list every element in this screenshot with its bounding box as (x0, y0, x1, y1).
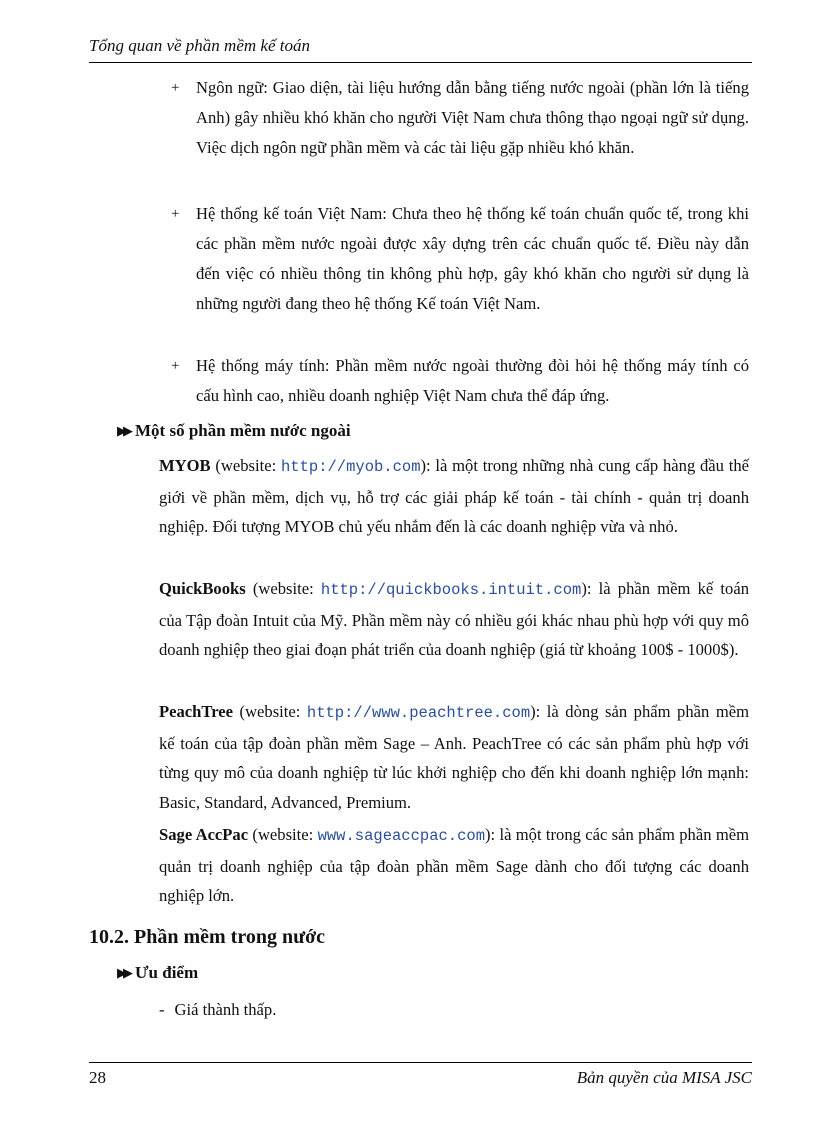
software-description: ): là phần mềm kế toán của Tập đoàn Intuit của Mỹ. Phần mềm này có nhiều gói khác nhau phù hợp với quy mô doanh nghiệp theo giai đoạn phát triển của doanh nghiệp (giá từ khoảng 100$ - 1000$). (159, 579, 749, 659)
double-arrow-icon: ▶▶ (117, 965, 129, 980)
dash-bullet-icon: - (159, 1000, 165, 1019)
website-prefix: (website: (248, 825, 318, 844)
bullet-text: Hệ thống kế toán Việt Nam: Chưa theo hệ thống kế toán chuẩn quốc tế, trong khi các phần mềm nước ngoài được xây dựng trên các chuẩn quốc tế. Điều này dẫn đến việc có nhiều thông tin không phù hợp, gây khó khăn cho người sử dụng là những người đang theo hệ thống Kế toán Việt Nam. (196, 204, 749, 313)
section-title-text: Một số phần mềm nước ngoài (135, 421, 351, 440)
software-quickbooks (159, 574, 749, 665)
website-link[interactable]: http://quickbooks.intuit.com (320, 581, 582, 599)
dash-item-low-price (159, 996, 276, 1024)
double-arrow-icon: ▶▶ (117, 423, 129, 438)
bullet-computer-system (171, 351, 749, 411)
website-prefix: (website: (233, 702, 307, 721)
website-prefix: (website: (210, 456, 281, 475)
software-peachtree (159, 697, 749, 817)
bullet-text: Hệ thống máy tính: Phần mềm nước ngoài thường đòi hỏi hệ thống máy tính có cấu hình cao, nhiều doanh nghiệp Việt Nam chưa thể đáp ứng. (196, 356, 749, 405)
software-description: ): là một trong những nhà cung cấp hàng đầu thế giới về phần mềm, dịch vụ, hỗ trợ các giải pháp kế toán - tài chính - quản trị doanh nghiệp. Đối tượng MYOB chủ yếu nhắm đến là các doanh nghiệp vừa và nhỏ. (159, 456, 749, 536)
page-number: 28 (89, 1068, 106, 1087)
website-prefix: (website: (245, 579, 321, 598)
plus-bullet-icon: + (171, 206, 180, 222)
bullet-accounting-system (171, 199, 749, 319)
website-link[interactable]: http://myob.com (280, 458, 421, 476)
dash-item-text: Giá thành thấp. (174, 1000, 277, 1019)
plus-bullet-icon: + (171, 358, 180, 374)
software-sage-accpac (159, 820, 749, 911)
plus-bullet-icon: + (171, 80, 180, 96)
software-name: QuickBooks (159, 579, 246, 598)
website-link[interactable]: http://www.peachtree.com (306, 704, 531, 722)
page-header (89, 36, 752, 63)
software-name: PeachTree (159, 702, 234, 721)
software-description: ): là một trong các sản phẩm phần mềm quản trị doanh nghiệp của tập đoàn phần mềm Sage dành cho đối tượng các doanh nghiệp lớn. (159, 825, 750, 905)
section-title-text: Ưu điểm (135, 963, 199, 982)
section-title-advantages (117, 961, 198, 985)
website-link[interactable]: www.sageaccpac.com (317, 827, 486, 845)
software-name: MYOB (159, 456, 211, 475)
software-myob (159, 451, 749, 542)
software-name: Sage AccPac (159, 825, 249, 844)
section-title-foreign-software (117, 419, 351, 443)
bullet-text: Ngôn ngữ: Giao diện, tài liệu hướng dẫn bằng tiếng nước ngoài (phần lớn là tiếng Anh) gây nhiều khó khăn cho người Việt Nam chưa thông thạo ngoại ngữ sử dụng. Việc dịch ngôn ngữ phần mềm và các tài liệu gặp nhiều khó khăn. (196, 78, 749, 157)
heading-domestic-software: 10.2. Phần mềm trong nước (89, 926, 326, 948)
copyright-text: Bản quyền của MISA JSC (576, 1068, 752, 1087)
bullet-language (171, 73, 749, 163)
header-title: Tổng quan về phần mềm kế toán (89, 36, 310, 55)
page-footer (89, 1062, 752, 1088)
software-description: ): là dòng sản phẩm phần mềm kế toán của tập đoàn phần mềm Sage – Anh. PeachTree có các sản phẩm phù hợp với từng quy mô của doanh nghiệp từ lúc khởi nghiệp cho đến khi doanh nghiệp lớn mạnh: Basic, Standard, Advanced, Premium. (159, 702, 749, 812)
